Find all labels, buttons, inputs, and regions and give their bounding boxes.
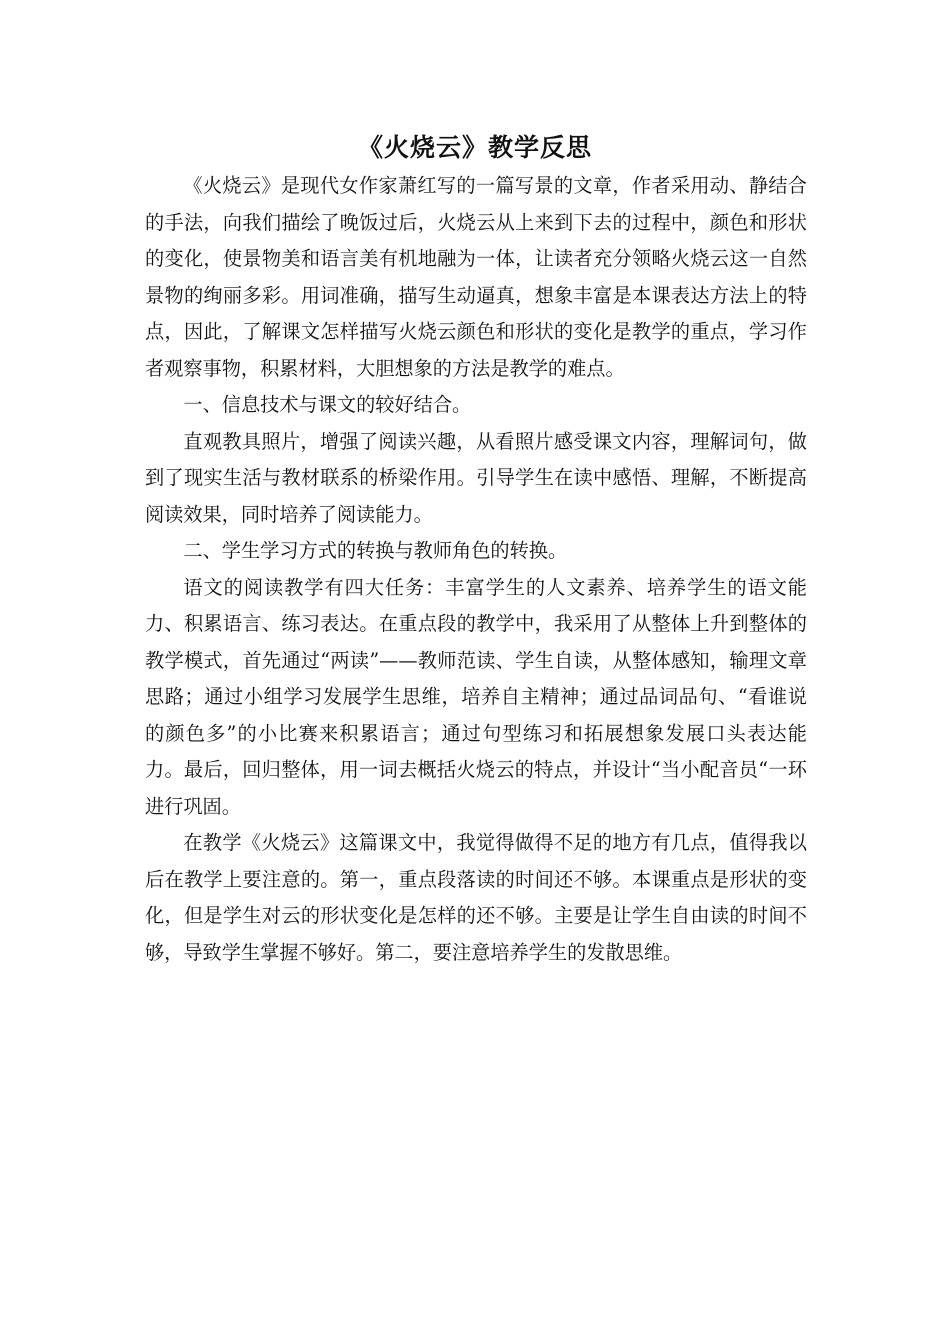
paragraph-conclusion: 在教学《火烧云》这篇课文中，我觉得做得不足的地方有几点，值得我以后在教学上要注意的。第一，重点段落读的时间还不够。本课重点是形状的变化，但是学生对云的形状变化是怎样的还不够。主要是让学生自由读的时间不够，导致学生掌握不够好。第二，要注意培养学生的发散思维。: [145, 831, 807, 964]
paragraph-heading-2: 二、学生学习方式的转换与教师角色的转换。: [183, 539, 568, 562]
document-title: 《火烧云》教学反思: [357, 133, 592, 162]
paragraph-heading-1: 一、信息技术与课文的较好结合。: [183, 393, 472, 416]
paragraph-section-2: 语文的阅读教学有四大任务：丰富学生的人文素养、培养学生的语文能力、积累语言、练习表达。在重点段的教学中，我采用了从整体上升到整体的教学模式，首先通过“两读”——教师范读、学生自读，从整体感知，输理文章思路；通过小组学习发展学生思维，培养自主精神；通过品词品句、“看谁说的颜色多”的小比赛来积累语言；通过句型练习和拓展想象发展口头表达能力。最后，回归整体，用一词去概括火烧云的特点，并设计“当小配音员“一环进行巩固。: [145, 575, 807, 818]
paragraph-section-1: 直观教具照片，增强了阅读兴趣，从看照片感受课文内容，理解词句，做到了现实生活与教材联系的桥梁作用。引导学生在读中感悟、理解，不断提高阅读效果，同时培养了阅读能力。: [145, 429, 807, 526]
document-body: [145, 168, 807, 971]
paragraph-intro: 《火烧云》是现代女作家萧红写的一篇写景的文章，作者采用动、静结合的手法，向我们描绘了晚饭过后，火烧云从上来到下去的过程中，颜色和形状的变化，使景物美和语言美有机地融为一体，让读者充分领略火烧云这一自然景物的绚丽多彩。用词准确，描写生动逼真，想象丰富是本课表达方法上的特点，因此，了解课文怎样描写火烧云颜色和形状的变化是教学的重点，学习作者观察事物，积累材料，大胆想象的方法是教学的难点。: [145, 174, 807, 380]
